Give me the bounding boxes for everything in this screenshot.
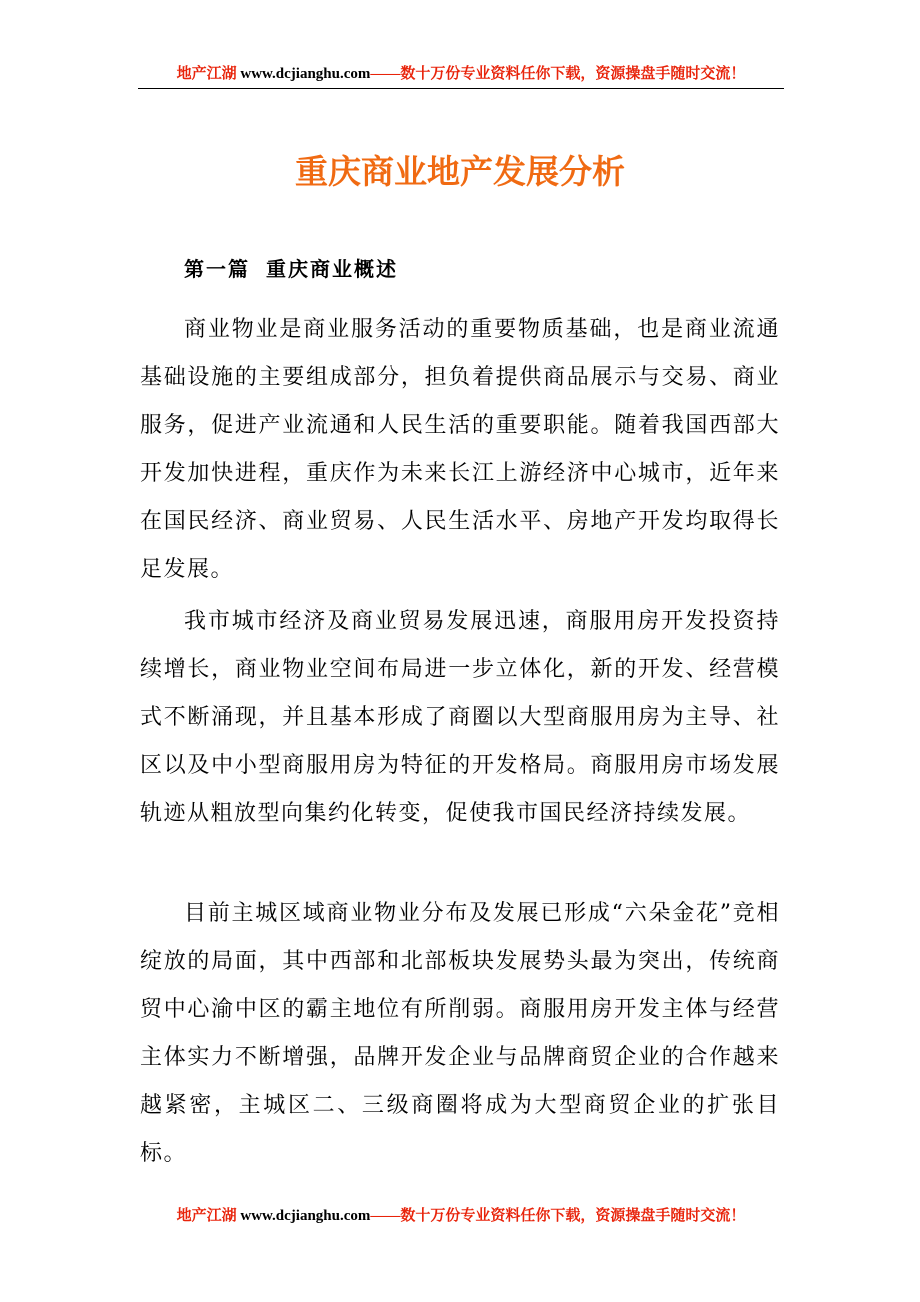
footer-url-link[interactable]: www.dcjianghu.com [236, 1208, 371, 1224]
header-site-name: 地产江湖 [176, 66, 237, 82]
header-banner [138, 64, 784, 84]
header-slogan: ——数十万份专业资料任你下载，资源操盘手随时交流！ [370, 66, 746, 82]
footer-site-name: 地产江湖 [176, 1208, 237, 1224]
body-paragraph-1: 商业物业是商业服务活动的重要物质基础，也是商业流通基础设施的主要组成部分，担负着提供商品展示与交易、商业服务，促进产业流通和人民生活的重要职能。随着我国西部大开发加快进程，重庆作为未来长江上游经济中心城市，近年来在国民经济、商业贸易、人民生活水平、房地产开发均取得长足发展。 [140, 317, 780, 582]
footer-banner [138, 1206, 784, 1226]
body-paragraph-3: 目前主城区域商业物业分布及发展已形成“六朵金花”竞相绽放的局面，其中西部和北部板块发展势头最为突出，传统商贸中心渝中区的霸主地位有所削弱。商服用房开发主体与经营主体实力不断增强，品牌开发企业与品牌商贸企业的合作越来越紧密，主城区二、三级商圈将成为大型商贸企业的扩张目标。 [140, 901, 780, 1166]
document-title: 重庆商业地产发展分析 [295, 152, 625, 191]
section-number: 第一篇 [184, 257, 250, 281]
section-heading [184, 254, 398, 284]
header-divider [138, 88, 784, 89]
header-url-link[interactable]: www.dcjianghu.com [236, 66, 371, 82]
body-paragraph-2: 我市城市经济及商业贸易发展迅速，商服用房开发投资持续增长，商业物业空间布局进一步立体化，新的开发、经营模式不断涌现，并且基本形成了商圈以大型商服用房为主导、社区以及中小型商服用房为特征的开发格局。商服用房市场发展轨迹从粗放型向集约化转变，促使我市国民经济持续发展。 [140, 609, 780, 826]
section-name: 重庆商业概述 [266, 257, 398, 281]
footer-slogan: ——数十万份专业资料任你下载，资源操盘手随时交流！ [370, 1208, 746, 1224]
